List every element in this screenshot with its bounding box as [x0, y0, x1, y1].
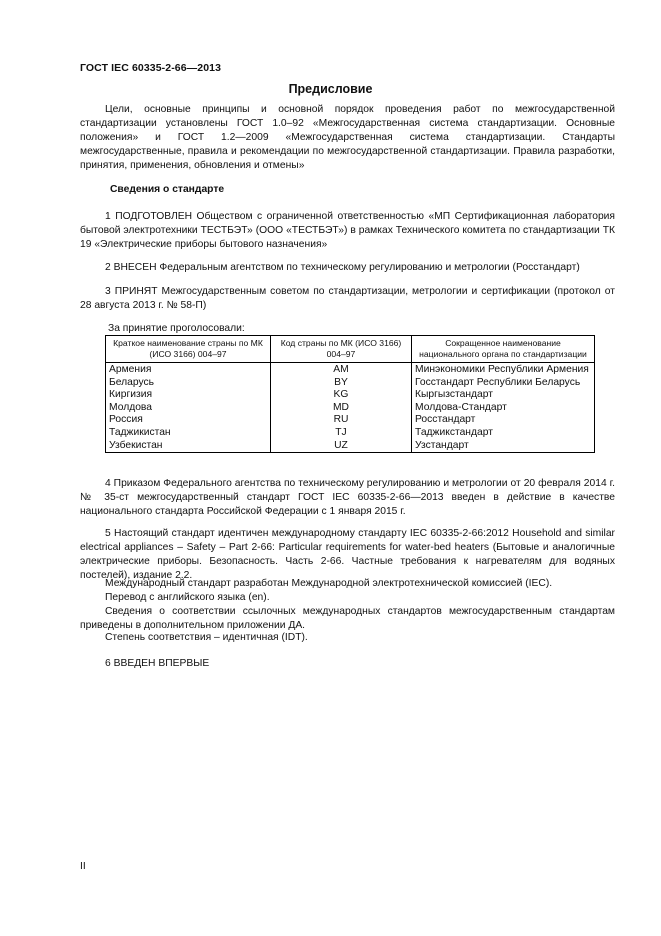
- table-header-code: Код страны по МК (ИСО 3166) 004–97: [271, 336, 412, 363]
- page-number: II: [80, 861, 86, 872]
- item-1-paragraph: 1 ПОДГОТОВЛЕН Обществом с ограниченной ответственностью «МП Сертификационная лаборатория бытовой электротехники ТЕСТБЭТ» (ООО «ТЕСТБЭТ») в рамках Технического комитета по стандартизации ТК 19 «Электрические приборы бытового назначения»: [80, 211, 615, 250]
- item-5-conformity: Степень соответствия – идентичная (IDT).: [105, 632, 308, 643]
- table-row: [106, 440, 595, 453]
- table-row: [106, 414, 595, 427]
- cell-body: Минэкономики Республики Армения: [412, 363, 595, 377]
- cell-body: Таджикстандарт: [412, 427, 595, 440]
- cell-country: Армения: [106, 363, 271, 377]
- cell-country: Узбекистан: [106, 440, 271, 453]
- cell-code: BY: [271, 377, 412, 390]
- table-row: [106, 363, 595, 377]
- item-2-paragraph: 2 ВНЕСЕН Федеральным агентством по техническому регулированию и метрологии (Росстандарт): [105, 262, 580, 273]
- cell-body: Госстандарт Республики Беларусь: [412, 377, 595, 390]
- cell-body: Росстандарт: [412, 414, 595, 427]
- table-header-country: Краткое наименование страны по МК (ИСО 3166) 004–97: [106, 336, 271, 363]
- cell-body: Молдова-Стандарт: [412, 402, 595, 415]
- cell-country: Россия: [106, 414, 271, 427]
- intro-paragraph: Цели, основные принципы и основной порядок проведения работ по межгосударственной стандартизации установлены ГОСТ 1.0–92 «Межгосударственная система стандартизации. Основные положения» и ГОСТ 1.2—2009 «Межгосударственная система стандартизации. Стандарты межгосударственные, правила и рекомендации по межгосударственной стандартизации. Правила разработки, принятия, применения, обновления и отмены»: [80, 104, 615, 171]
- item-5-translation: Перевод с английского языка (en).: [105, 592, 270, 603]
- cell-country: Таджикистан: [106, 427, 271, 440]
- table-row: [106, 427, 595, 440]
- cell-body: Кыргызстандарт: [412, 389, 595, 402]
- vote-label: За принятие проголосовали:: [108, 323, 245, 334]
- cell-code: AM: [271, 363, 412, 377]
- item-5-references: Сведения о соответствии ссылочных международных стандартов межгосударственным стандартам приведены в дополнительном приложении ДА.: [80, 606, 615, 631]
- table-row: [106, 402, 595, 415]
- cell-country: Беларусь: [106, 377, 271, 390]
- cell-body: Узстандарт: [412, 440, 595, 453]
- document-header: ГОСТ IEC 60335-2-66—2013: [80, 62, 222, 74]
- item-4-paragraph: 4 Приказом Федерального агентства по техническому регулированию и метрологии от 20 февраля 2014 г. № 35-ст межгосударственный стандарт ГОСТ IEC 60335-2-66—2013 введен в действие в качестве национального стандарта Российской Федерации с 1 января 2015 г.: [80, 478, 615, 517]
- table-row: [106, 377, 595, 390]
- table-header-row: [106, 336, 595, 363]
- cell-code: UZ: [271, 440, 412, 453]
- cell-code: RU: [271, 414, 412, 427]
- item-6-paragraph: 6 ВВЕДЕН ВПЕРВЫЕ: [105, 658, 210, 669]
- section-subtitle: Сведения о стандарте: [110, 184, 225, 195]
- table-header-body: Сокращенное наименование национального органа по стандартизации: [412, 336, 595, 363]
- voting-table: [105, 335, 595, 453]
- item-3-paragraph: 3 ПРИНЯТ Межгосударственным советом по стандартизации, метрологии и сертификации (протокол от 28 августа 2013 г. № 58-П): [80, 286, 615, 311]
- cell-country: Киргизия: [106, 389, 271, 402]
- item-5-origin: Международный стандарт разработан Международной электротехнической комиссией (IEC).: [105, 578, 553, 589]
- table-row: [106, 389, 595, 402]
- cell-code: MD: [271, 402, 412, 415]
- cell-code: TJ: [271, 427, 412, 440]
- cell-country: Молдова: [106, 402, 271, 415]
- page-title: Предисловие: [288, 82, 373, 96]
- item-5-paragraph: 5 Настоящий стандарт идентичен международному стандарту IEC 60335-2-66:2012 Household and similar electrical appliances – Safety – Part 2-66: Particular requirements for water-bed heaters (Бытовые и аналогичные электрические приборы. Безопасность. Часть 2-66. Частные требования к нагревателям для водяных постелей), издание 2.2.: [80, 528, 615, 581]
- cell-code: KG: [271, 389, 412, 402]
